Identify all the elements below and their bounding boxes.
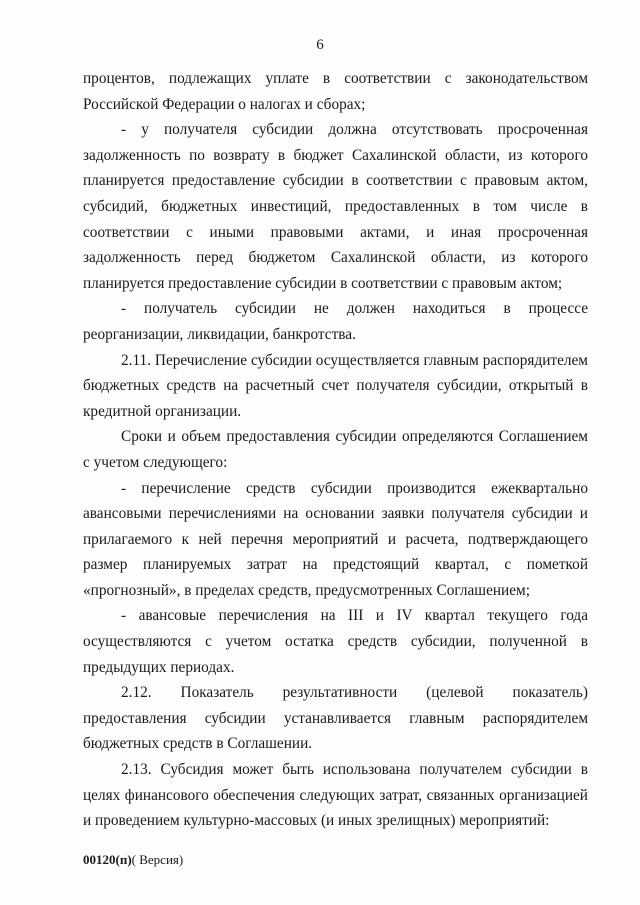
paragraph: процентов, подлежащих уплате в соответствии с законодательством Российской Федерации о налогах и сборах; [83,70,588,113]
document-version: ( Версия) [131,852,184,867]
paragraph: - у получателя субсидии должна отсутствовать просроченная задолженность по возврату в бюджет Сахалинской области, из которого планируется предоставление субсидии в соответствии с правовым актом, субсидий, бюджетных инвестиций, предоставленных в том числе в соответствии с иными правовыми актами, и иная просроченная задолженность перед бюджетом Сахалинской области, из которого планируется предоставление субсидии в соответствии с правовым актом; [83,121,588,292]
document-footer [83,852,183,868]
paragraph: 2.11. Перечисление субсидии осуществляется главным распорядителем бюджетных средств на расчетный счет получателя субсидии, открытый в кредитной организации. [83,351,588,420]
paragraph: Сроки и объем предоставления субсидии определяются Соглашением с учетом следующего: [83,428,588,471]
paragraph: - авансовые перечисления на III и IV квартал текущего года осуществляются с учетом остатка средств субсидии, полученной в предыдущих периодах. [83,607,588,676]
page-number: 6 [316,37,324,53]
document-code: 00120(п) [83,852,132,867]
paragraph: 2.12. Показатель результативности (целевой показатель) предоставления субсидии устанавливается главным распорядителем бюджетных средств в Соглашении. [83,684,588,753]
paragraph: 2.13. Субсидия может быть использована получателем субсидии в целях финансового обеспечения следующих затрат, связанных организацией и проведением культурно-массовых (и иных зрелищных) мероприятий: [83,761,588,830]
paragraph: - перечисление средств субсидии производится ежеквартально авансовыми перечислениями на основании заявки получателя субсидии и прилагаемого к ней перечня мероприятий и расчета, подтверждающего размер планируемых затрат на предстоящий квартал, с пометкой «прогнозный», в пределах средств, предусмотренных Соглашением; [83,479,588,599]
paragraph: - получатель субсидии не должен находиться в процессе реорганизации, ликвидации, банкротства. [83,300,588,343]
document-body [83,66,588,834]
